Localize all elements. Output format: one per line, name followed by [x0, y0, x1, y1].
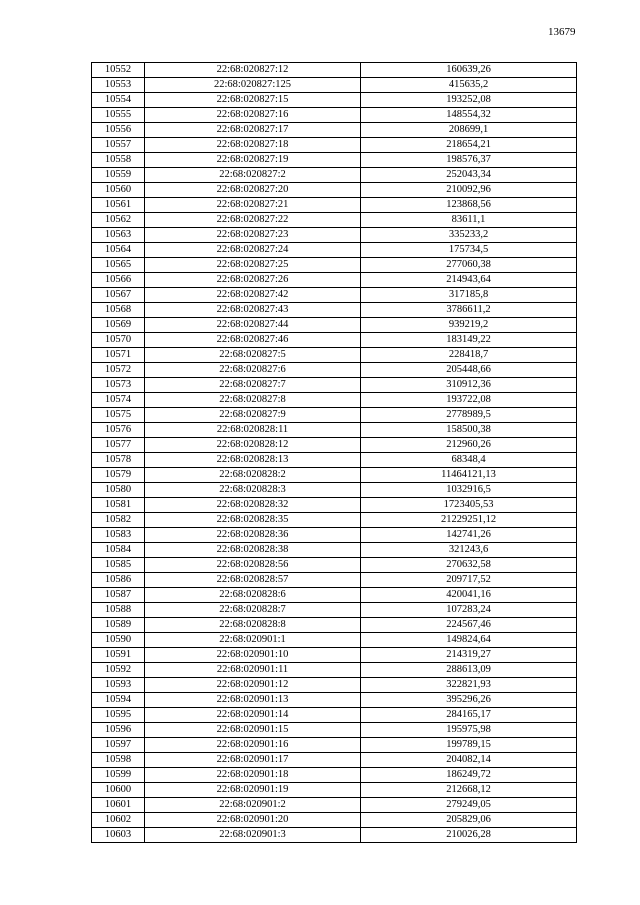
table-row	[92, 123, 577, 138]
row-number-cell: 10592	[92, 663, 145, 678]
cadastral-value-cell: 160639,26	[361, 63, 577, 78]
cadastral-number-cell: 22:68:020827:24	[145, 243, 361, 258]
row-number-cell: 10594	[92, 693, 145, 708]
cadastral-value-cell: 205829,06	[361, 813, 577, 828]
table-row	[92, 138, 577, 153]
row-number-cell: 10569	[92, 318, 145, 333]
table-row	[92, 468, 577, 483]
table-row	[92, 633, 577, 648]
cadastral-value-cell: 195975,98	[361, 723, 577, 738]
cadastral-number-cell: 22:68:020827:43	[145, 303, 361, 318]
table-row	[92, 438, 577, 453]
table-row	[92, 693, 577, 708]
row-number-cell: 10591	[92, 648, 145, 663]
row-number-cell: 10565	[92, 258, 145, 273]
table-body	[92, 63, 577, 843]
row-number-cell: 10558	[92, 153, 145, 168]
row-number-cell: 10561	[92, 198, 145, 213]
cadastral-value-cell: 420041,16	[361, 588, 577, 603]
cadastral-value-cell: 198576,37	[361, 153, 577, 168]
row-number-cell: 10601	[92, 798, 145, 813]
cadastral-number-cell: 22:68:020827:22	[145, 213, 361, 228]
table-row	[92, 678, 577, 693]
cadastral-number-cell: 22:68:020828:3	[145, 483, 361, 498]
row-number-cell: 10580	[92, 483, 145, 498]
table-row	[92, 378, 577, 393]
cadastral-number-cell: 22:68:020828:38	[145, 543, 361, 558]
cadastral-value-cell: 317185,8	[361, 288, 577, 303]
cadastral-number-cell: 22:68:020828:12	[145, 438, 361, 453]
row-number-cell: 10585	[92, 558, 145, 573]
cadastral-value-cell: 210092,96	[361, 183, 577, 198]
table-row	[92, 543, 577, 558]
row-number-cell: 10602	[92, 813, 145, 828]
table-row	[92, 573, 577, 588]
row-number-cell: 10574	[92, 393, 145, 408]
cadastral-value-cell: 212960,26	[361, 438, 577, 453]
table-row	[92, 333, 577, 348]
table-row	[92, 483, 577, 498]
cadastral-value-cell: 321243,6	[361, 543, 577, 558]
row-number-cell: 10559	[92, 168, 145, 183]
cadastral-value-cell: 288613,09	[361, 663, 577, 678]
cadastral-value-cell: 214943,64	[361, 273, 577, 288]
cadastral-value-cell: 142741,26	[361, 528, 577, 543]
cadastral-value-cell: 193722,08	[361, 393, 577, 408]
cadastral-value-cell: 322821,93	[361, 678, 577, 693]
cadastral-number-cell: 22:68:020901:13	[145, 693, 361, 708]
cadastral-value-cell: 148554,32	[361, 108, 577, 123]
table-row	[92, 228, 577, 243]
table-row	[92, 618, 577, 633]
cadastral-value-cell: 212668,12	[361, 783, 577, 798]
cadastral-value-cell: 208699,1	[361, 123, 577, 138]
cadastral-value-cell: 284165,17	[361, 708, 577, 723]
cadastral-number-cell: 22:68:020901:14	[145, 708, 361, 723]
cadastral-number-cell: 22:68:020827:12	[145, 63, 361, 78]
cadastral-number-cell: 22:68:020901:19	[145, 783, 361, 798]
table-row	[92, 198, 577, 213]
row-number-cell: 10586	[92, 573, 145, 588]
table-row	[92, 768, 577, 783]
cadastral-number-cell: 22:68:020827:25	[145, 258, 361, 273]
row-number-cell: 10564	[92, 243, 145, 258]
cadastral-number-cell: 22:68:020901:11	[145, 663, 361, 678]
cadastral-value-cell: 218654,21	[361, 138, 577, 153]
table-row	[92, 408, 577, 423]
cadastral-number-cell: 22:68:020828:56	[145, 558, 361, 573]
cadastral-number-cell: 22:68:020828:2	[145, 468, 361, 483]
cadastral-value-cell: 1032916,5	[361, 483, 577, 498]
cadastral-value-cell: 21229251,12	[361, 513, 577, 528]
row-number-cell: 10590	[92, 633, 145, 648]
row-number-cell: 10555	[92, 108, 145, 123]
table-row	[92, 603, 577, 618]
cadastral-value-cell: 68348,4	[361, 453, 577, 468]
row-number-cell: 10599	[92, 768, 145, 783]
row-number-cell: 10600	[92, 783, 145, 798]
table-row	[92, 708, 577, 723]
row-number-cell: 10588	[92, 603, 145, 618]
cadastral-number-cell: 22:68:020828:35	[145, 513, 361, 528]
row-number-cell: 10573	[92, 378, 145, 393]
table-row	[92, 828, 577, 843]
row-number-cell: 10575	[92, 408, 145, 423]
cadastral-number-cell: 22:68:020827:5	[145, 348, 361, 363]
cadastral-number-cell: 22:68:020828:8	[145, 618, 361, 633]
table-row	[92, 783, 577, 798]
row-number-cell: 10563	[92, 228, 145, 243]
table-row	[92, 273, 577, 288]
table-row	[92, 798, 577, 813]
row-number-cell: 10557	[92, 138, 145, 153]
cadastral-value-cell: 279249,05	[361, 798, 577, 813]
cadastral-number-cell: 22:68:020901:16	[145, 738, 361, 753]
row-number-cell: 10554	[92, 93, 145, 108]
cadastral-number-cell: 22:68:020827:23	[145, 228, 361, 243]
table-row	[92, 528, 577, 543]
cadastral-value-cell: 199789,15	[361, 738, 577, 753]
cadastral-value-cell: 204082,14	[361, 753, 577, 768]
cadastral-number-cell: 22:68:020901:1	[145, 633, 361, 648]
cadastral-value-cell: 186249,72	[361, 768, 577, 783]
cadastral-value-cell: 224567,46	[361, 618, 577, 633]
table-row	[92, 453, 577, 468]
table-row	[92, 108, 577, 123]
table-row	[92, 348, 577, 363]
row-number-cell: 10582	[92, 513, 145, 528]
cadastral-number-cell: 22:68:020827:7	[145, 378, 361, 393]
cadastral-number-cell: 22:68:020827:15	[145, 93, 361, 108]
cadastral-number-cell: 22:68:020901:15	[145, 723, 361, 738]
row-number-cell: 10562	[92, 213, 145, 228]
table-row	[92, 303, 577, 318]
cadastral-number-cell: 22:68:020827:20	[145, 183, 361, 198]
row-number-cell: 10556	[92, 123, 145, 138]
row-number-cell: 10581	[92, 498, 145, 513]
row-number-cell: 10553	[92, 78, 145, 93]
table-row	[92, 753, 577, 768]
cadastral-number-cell: 22:68:020828:36	[145, 528, 361, 543]
row-number-cell: 10597	[92, 738, 145, 753]
row-number-cell: 10566	[92, 273, 145, 288]
table-row	[92, 318, 577, 333]
page-number: 13679	[548, 26, 576, 38]
cadastral-number-cell: 22:68:020827:16	[145, 108, 361, 123]
table-row	[92, 513, 577, 528]
row-number-cell: 10576	[92, 423, 145, 438]
cadastral-value-cell: 2778989,5	[361, 408, 577, 423]
table-row	[92, 498, 577, 513]
row-number-cell: 10572	[92, 363, 145, 378]
cadastral-value-cell: 193252,08	[361, 93, 577, 108]
cadastral-number-cell: 22:68:020827:44	[145, 318, 361, 333]
cadastral-number-cell: 22:68:020828:32	[145, 498, 361, 513]
row-number-cell: 10583	[92, 528, 145, 543]
table-row	[92, 588, 577, 603]
cadastral-number-cell: 22:68:020827:125	[145, 78, 361, 93]
cadastral-number-cell: 22:68:020827:26	[145, 273, 361, 288]
table-row	[92, 63, 577, 78]
cadastral-number-cell: 22:68:020827:21	[145, 198, 361, 213]
table-row	[92, 153, 577, 168]
cadastral-number-cell: 22:68:020901:2	[145, 798, 361, 813]
table-row	[92, 663, 577, 678]
cadastral-number-cell: 22:68:020828:6	[145, 588, 361, 603]
table-row	[92, 558, 577, 573]
row-number-cell: 10568	[92, 303, 145, 318]
table-row	[92, 363, 577, 378]
row-number-cell: 10587	[92, 588, 145, 603]
cadastral-value-cell: 209717,52	[361, 573, 577, 588]
cadastral-value-cell: 83611,1	[361, 213, 577, 228]
cadastral-number-cell: 22:68:020901:20	[145, 813, 361, 828]
table-row	[92, 738, 577, 753]
cadastral-number-cell: 22:68:020828:13	[145, 453, 361, 468]
cadastral-value-cell: 175734,5	[361, 243, 577, 258]
cadastral-number-cell: 22:68:020901:12	[145, 678, 361, 693]
row-number-cell: 10603	[92, 828, 145, 843]
cadastral-number-cell: 22:68:020827:18	[145, 138, 361, 153]
row-number-cell: 10571	[92, 348, 145, 363]
cadastral-number-cell: 22:68:020901:18	[145, 768, 361, 783]
cadastral-value-cell: 395296,26	[361, 693, 577, 708]
table-row	[92, 423, 577, 438]
table-row	[92, 288, 577, 303]
cadastral-value-cell: 11464121,13	[361, 468, 577, 483]
cadastral-value-cell: 939219,2	[361, 318, 577, 333]
row-number-cell: 10584	[92, 543, 145, 558]
row-number-cell: 10560	[92, 183, 145, 198]
cadastral-number-cell: 22:68:020901:3	[145, 828, 361, 843]
cadastral-value-cell: 1723405,53	[361, 498, 577, 513]
table-row	[92, 243, 577, 258]
row-number-cell: 10552	[92, 63, 145, 78]
cadastral-value-cell: 149824,64	[361, 633, 577, 648]
cadastral-value-cell: 214319,27	[361, 648, 577, 663]
cadastral-number-cell: 22:68:020827:17	[145, 123, 361, 138]
row-number-cell: 10578	[92, 453, 145, 468]
cadastral-value-cell: 310912,36	[361, 378, 577, 393]
cadastral-number-cell: 22:68:020827:42	[145, 288, 361, 303]
table-row	[92, 723, 577, 738]
cadastral-value-cell: 123868,56	[361, 198, 577, 213]
cadastral-value-cell: 252043,34	[361, 168, 577, 183]
row-number-cell: 10593	[92, 678, 145, 693]
cadastral-value-cell: 228418,7	[361, 348, 577, 363]
cadastral-value-cell: 210026,28	[361, 828, 577, 843]
cadastral-value-cell: 183149,22	[361, 333, 577, 348]
cadastral-value-cell: 270632,58	[361, 558, 577, 573]
cadastral-value-cell: 415635,2	[361, 78, 577, 93]
cadastral-value-cell: 3786611,2	[361, 303, 577, 318]
table-row	[92, 648, 577, 663]
cadastral-value-table	[91, 62, 577, 843]
cadastral-value-cell: 335233,2	[361, 228, 577, 243]
cadastral-number-cell: 22:68:020827:9	[145, 408, 361, 423]
cadastral-number-cell: 22:68:020828:11	[145, 423, 361, 438]
row-number-cell: 10567	[92, 288, 145, 303]
cadastral-value-cell: 107283,24	[361, 603, 577, 618]
cadastral-number-cell: 22:68:020827:6	[145, 363, 361, 378]
row-number-cell: 10596	[92, 723, 145, 738]
cadastral-number-cell: 22:68:020901:10	[145, 648, 361, 663]
cadastral-number-cell: 22:68:020828:7	[145, 603, 361, 618]
cadastral-value-cell: 277060,38	[361, 258, 577, 273]
table-row	[92, 213, 577, 228]
table-row	[92, 258, 577, 273]
cadastral-number-cell: 22:68:020827:46	[145, 333, 361, 348]
table-row	[92, 78, 577, 93]
row-number-cell: 10570	[92, 333, 145, 348]
row-number-cell: 10595	[92, 708, 145, 723]
cadastral-number-cell: 22:68:020827:2	[145, 168, 361, 183]
cadastral-number-cell: 22:68:020827:19	[145, 153, 361, 168]
table-row	[92, 393, 577, 408]
cadastral-number-cell: 22:68:020828:57	[145, 573, 361, 588]
row-number-cell: 10577	[92, 438, 145, 453]
row-number-cell: 10598	[92, 753, 145, 768]
table-row	[92, 183, 577, 198]
cadastral-number-cell: 22:68:020827:8	[145, 393, 361, 408]
table-row	[92, 93, 577, 108]
row-number-cell: 10589	[92, 618, 145, 633]
table-row	[92, 168, 577, 183]
row-number-cell: 10579	[92, 468, 145, 483]
cadastral-value-cell: 158500,38	[361, 423, 577, 438]
table-row	[92, 813, 577, 828]
cadastral-value-cell: 205448,66	[361, 363, 577, 378]
cadastral-number-cell: 22:68:020901:17	[145, 753, 361, 768]
